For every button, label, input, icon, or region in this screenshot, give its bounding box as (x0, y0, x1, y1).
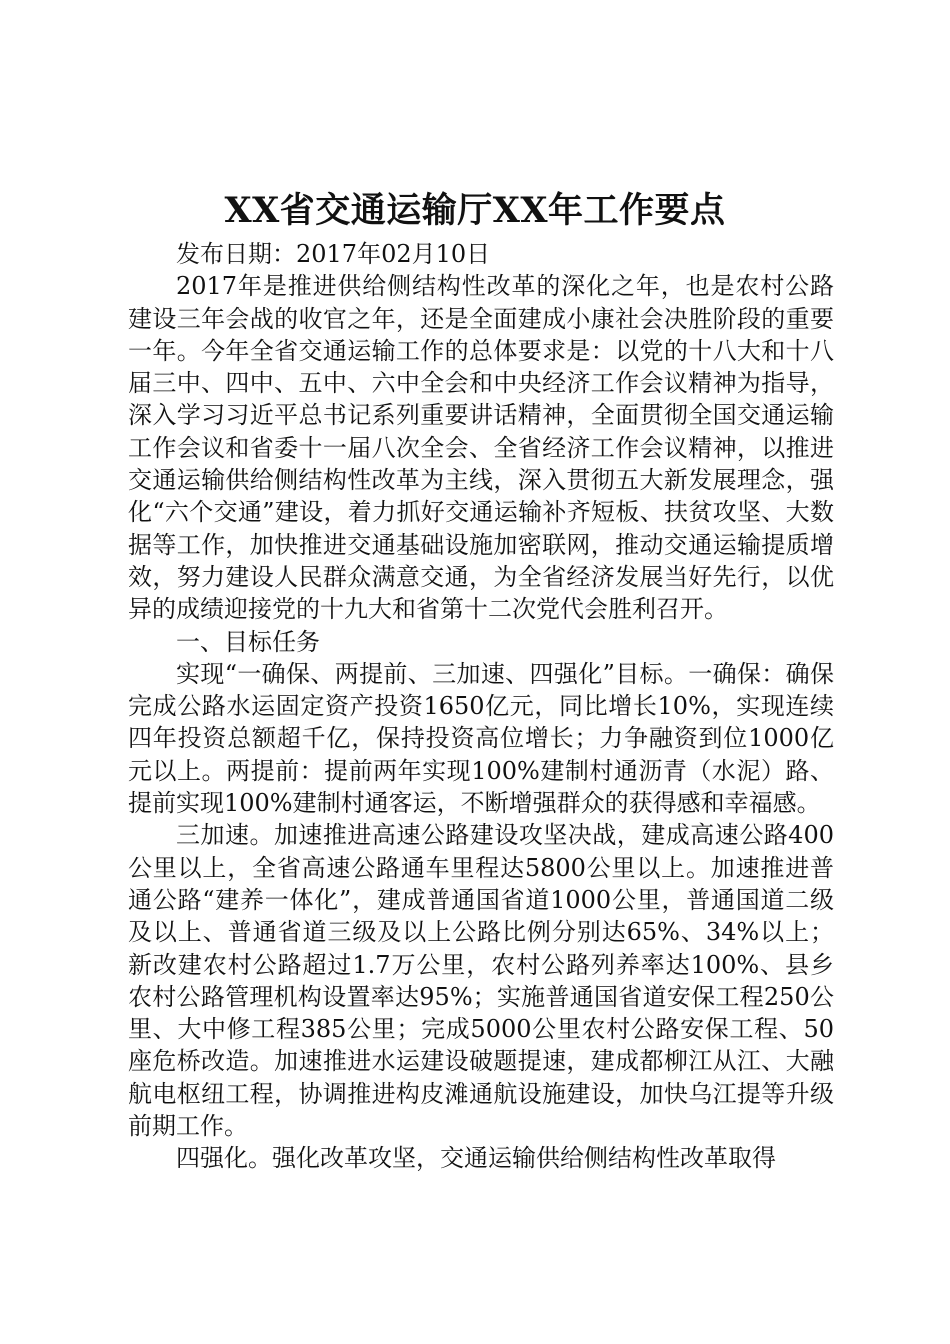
publish-date: 发布日期：2017年02月10日 (176, 240, 491, 268)
paragraph-goals: 实现“一确保、两提前、三加速、四强化”目标。一确保：确保完成公路水运固定资产投资1650亿元，同比增长10%，实现连续四年投资总额超千亿，保持投资高位增长；力争融资到位1000亿元以上。两提前：提前两年实现100%建制村通沥青（水泥）路、提前实现100%建制村通客运，不断增强群众的获得感和幸福感。 (128, 659, 834, 818)
section-heading: 一、目标任务 (176, 627, 320, 656)
paragraph-four-strengthenings: 四强化。强化改革攻坚，交通运输供给侧结构性改革取得 (176, 1144, 776, 1173)
document-title: XX省交通运输厅XX年工作要点 (224, 190, 726, 231)
paragraph-intro: 2017年是推进供给侧结构性改革的深化之年，也是农村公路建设三年会战的收官之年，还是全面建成小康社会决胜阶段的重要一年。今年全省交通运输工作的总体要求是：以党的十八大和十八届三中、四中、五中、六中全会和中央经济工作会议精神为指导，深入学习习近平总书记系列重要讲话精神，全面贯彻全国交通运输工作会议和省委十一届八次全会、全省经济工作会议精神，以推进交通运输供给侧结构性改革为主线，深入贯彻五大新发展理念，强化“六个交通”建设，着力抓好交通运输补齐短板、扶贫攻坚、大数据等工作，加快推进交通基础设施加密联网，推动交通运输提质增效，努力建设人民群众满意交通，为全省经济发展当好先行，以优异的成绩迎接党的十九大和省第十二次党代会胜利召开。 (128, 272, 834, 624)
document-body (128, 238, 834, 1175)
paragraph-three-accelerations: 三加速。加速推进高速公路建设攻坚决战，建成高速公路400公里以上，全省高速公路通车里程达5800公里以上。加速推进普通公路“建养一体化”，建成普通国省道1000公里，普通国道二级及以上、普通省道三级及以上公路比例分别达65%、34%以上；新改建农村公路超过1.7万公里，农村公路列养率达100%、县乡农村公路管理机构设置率达95%；实施普通国省道安保工程250公里、大中修工程385公里；完成5000公里农村公路安保工程、50座危桥改造。加速推进水运建设破题提速，建成都柳江从江、大融航电枢纽工程，协调推进构皮滩通航设施建设，加快乌江提等升级前期工作。 (128, 821, 834, 1141)
